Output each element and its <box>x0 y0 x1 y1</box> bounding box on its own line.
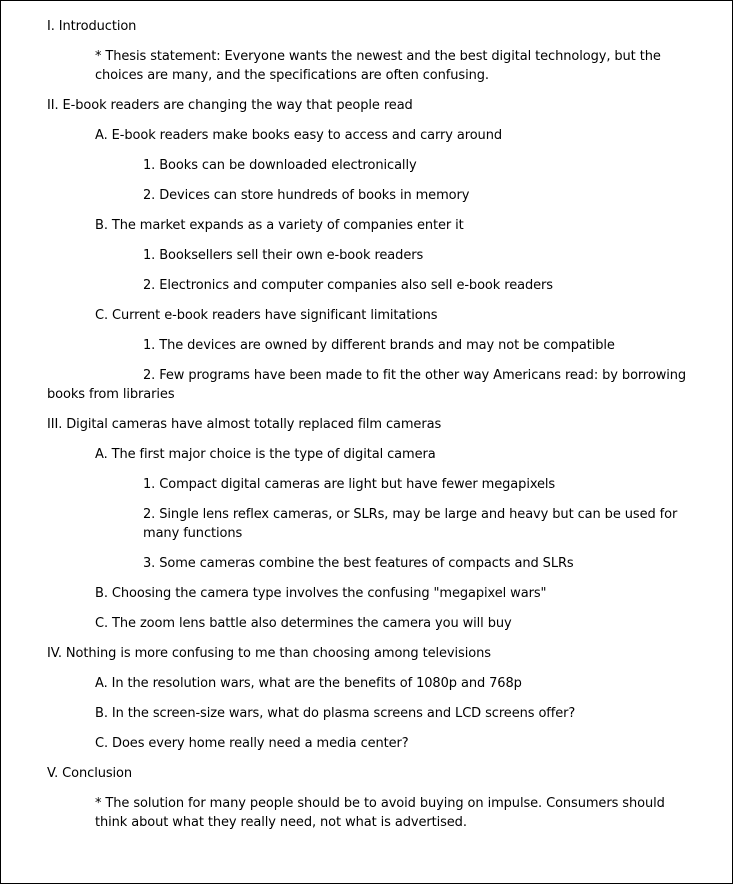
thesis-statement: * Thesis statement: Everyone wants the newest and the best digital technology, but the choices are many, and the specifications are often confusing. <box>95 49 661 83</box>
outline-detail: 3. Some cameras combine the best features of compacts and SLRs <box>143 556 574 571</box>
outline-subpoint: A. E-book readers make books easy to access and carry around <box>95 128 502 143</box>
outline-detail: 1. Compact digital cameras are light but have fewer megapixels <box>143 477 556 492</box>
outline-detail: 2. Single lens reflex cameras, or SLRs, may be large and heavy but can be used for many functions <box>143 507 678 541</box>
outline-detail: 2. Electronics and computer companies also sell e-book readers <box>143 278 553 293</box>
outline-heading-introduction: I. Introduction <box>47 19 137 34</box>
outline-detail: 2. Devices can store hundreds of books in memory <box>143 188 470 203</box>
outline-heading-conclusion: V. Conclusion <box>47 766 133 781</box>
outline-subpoint: A. In the resolution wars, what are the benefits of 1080p and 768p <box>95 676 522 691</box>
outline-subpoint: A. The first major choice is the type of digital camera <box>95 447 436 462</box>
outline-detail: 2. Few programs have been made to fit the other way Americans read: by borrowing books from libraries <box>47 368 687 402</box>
outline-subpoint: B. Choosing the camera type involves the confusing "megapixel wars" <box>95 586 547 601</box>
outline-subpoint: B. The market expands as a variety of companies enter it <box>95 218 464 233</box>
outline-detail: 1. Books can be downloaded electronically <box>143 158 417 173</box>
outline-heading-televisions: IV. Nothing is more confusing to me than choosing among televisions <box>47 646 491 661</box>
outline-subpoint: C. Current e-book readers have significant limitations <box>95 308 438 323</box>
outline-detail: 1. The devices are owned by different brands and may not be compatible <box>143 338 615 353</box>
outline-subpoint: B. In the screen-size wars, what do plasma screens and LCD screens offer? <box>95 706 576 721</box>
outline-heading-ebook-readers: II. E-book readers are changing the way that people read <box>47 98 413 113</box>
outline-subpoint: C. The zoom lens battle also determines the camera you will buy <box>95 616 512 631</box>
outline-heading-digital-cameras: III. Digital cameras have almost totally replaced film cameras <box>47 417 442 432</box>
conclusion-statement: * The solution for many people should be to avoid buying on impulse. Consumers should think about what they really need, not what is advertised. <box>95 796 665 830</box>
outline-detail: 1. Booksellers sell their own e-book readers <box>143 248 424 263</box>
outline-subpoint: C. Does every home really need a media center? <box>95 736 409 751</box>
